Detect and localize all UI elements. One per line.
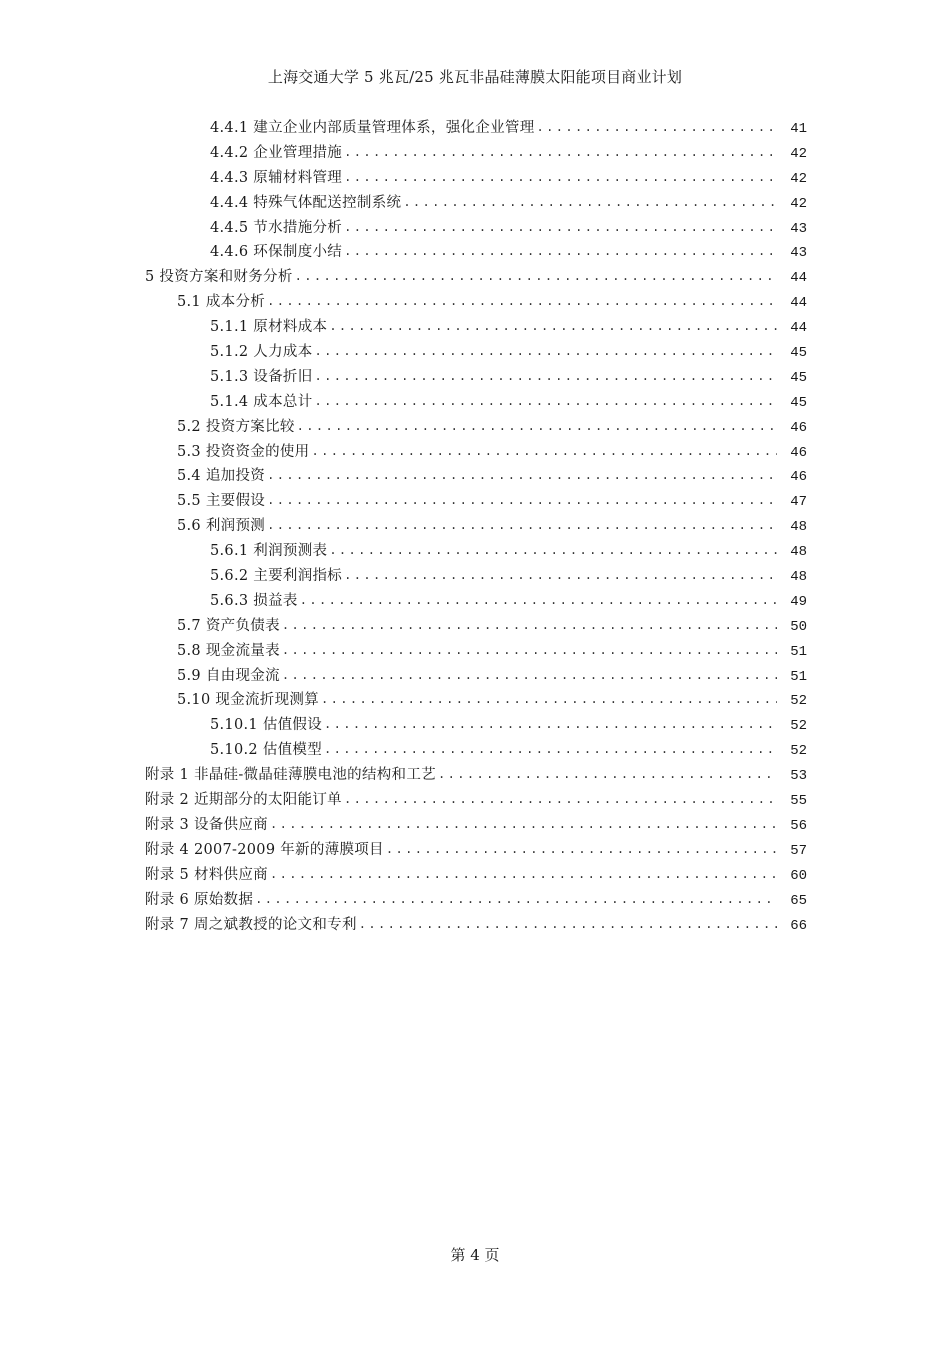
toc-entry[interactable]: [145, 664, 807, 689]
toc-entry[interactable]: [145, 365, 807, 390]
toc-leader-dots: [295, 269, 777, 283]
toc-leader-dots: [297, 419, 777, 433]
page-number: 第 4 页: [450, 1246, 500, 1264]
page-footer: [0, 1244, 950, 1265]
toc-leader-dots: [344, 145, 777, 159]
toc-entry-page: 45: [790, 394, 807, 411]
toc-entry-page: 51: [790, 668, 807, 685]
toc-entry-page: 46: [790, 469, 807, 486]
toc-entry[interactable]: [145, 763, 807, 788]
toc-entry-label: 4.4.3 原辅材料管理: [210, 169, 343, 186]
toc-entry[interactable]: [145, 116, 807, 141]
toc-entry[interactable]: [145, 713, 807, 738]
toc-entry-label: 5.10.1 估值假设: [210, 717, 323, 734]
toc-entry-label: 4.4.1 建立企业内部质量管理体系，强化企业管理: [210, 120, 535, 136]
toc-entry-page: 53: [790, 768, 807, 785]
toc-entry[interactable]: [145, 440, 807, 465]
toc-entry[interactable]: [145, 464, 807, 489]
toc-entry[interactable]: [145, 265, 807, 290]
toc-entry[interactable]: [145, 141, 807, 166]
toc-leader-dots: [344, 792, 777, 806]
toc-entry-label: 5.2 投资方案比较: [177, 418, 295, 435]
toc-leader-dots: [438, 767, 777, 781]
toc-entry-label: 附录 2 近期部分的太阳能订单: [145, 792, 342, 809]
toc-entry-label: 5.9 自由现金流: [177, 667, 280, 684]
toc-entry[interactable]: [145, 166, 807, 191]
toc-entry-page: 65: [790, 892, 807, 909]
toc-leader-dots: [315, 394, 777, 408]
toc-entry[interactable]: [145, 614, 807, 639]
toc-leader-dots: [344, 170, 777, 184]
toc-entry-label: 5.6.1 利润预测表: [210, 543, 328, 560]
toc-entry-label: 4.4.6 环保制度小结: [210, 244, 343, 261]
toc-leader-dots: [270, 817, 777, 831]
toc-entry[interactable]: [145, 738, 807, 763]
toc-entry-label: 5.5 主要假设: [177, 493, 266, 510]
toc-leader-dots: [344, 244, 777, 258]
toc-leader-dots: [311, 444, 777, 458]
toc-leader-dots: [282, 618, 777, 632]
toc-entry[interactable]: [145, 589, 807, 614]
page-header: [0, 66, 950, 87]
toc-entry-label: 附录 1 非晶硅-微晶硅薄膜电池的结构和工艺: [145, 767, 436, 784]
toc-entry-page: 42: [790, 145, 807, 162]
toc-entry-page: 44: [790, 295, 807, 312]
toc-leader-dots: [315, 369, 777, 383]
toc-entry-label: 5.6.2 主要利润指标: [210, 568, 343, 585]
toc-entry[interactable]: [145, 290, 807, 315]
toc-entry-label: 5 投资方案和财务分析: [145, 269, 293, 286]
toc-entry-label: 5.10.2 估值模型: [210, 742, 323, 759]
toc-entry-label: 5.10 现金流折现测算: [177, 692, 319, 709]
toc-entry[interactable]: [145, 539, 807, 564]
toc-entry-label: 5.3 投资资金的使用: [177, 443, 310, 460]
toc-entry-page: 55: [790, 793, 807, 810]
toc-entry-label: 5.4 追加投资: [177, 468, 266, 485]
toc-entry[interactable]: [145, 838, 807, 863]
toc-entry-label: 附录 5 材料供应商: [145, 866, 268, 883]
toc-leader-dots: [359, 917, 777, 931]
toc-leader-dots: [315, 344, 777, 358]
toc-leader-dots: [329, 319, 777, 333]
toc-entry-page: 45: [790, 345, 807, 362]
toc-entry[interactable]: [145, 340, 807, 365]
toc-entry-label: 附录 6 原始数据: [145, 891, 254, 908]
toc-entry[interactable]: [145, 240, 807, 265]
toc-entry-page: 42: [790, 195, 807, 212]
toc-entry-label: 5.6 利润预测: [177, 518, 266, 535]
toc-entry-page: 51: [790, 643, 807, 660]
toc-entry-page: 52: [790, 743, 807, 760]
toc-entry-page: 57: [790, 842, 807, 859]
toc-entry-page: 52: [790, 718, 807, 735]
toc-entry[interactable]: [145, 216, 807, 241]
toc-entry-label: 附录 7 周之斌教授的论文和专利: [145, 916, 357, 933]
toc-entry-label: 附录 3 设备供应商: [145, 816, 268, 833]
toc-entry-page: 41: [790, 121, 807, 137]
toc-entry-page: 48: [790, 519, 807, 536]
toc-entry[interactable]: [145, 639, 807, 664]
toc-entry-page: 56: [790, 817, 807, 834]
toc-leader-dots: [267, 468, 777, 482]
toc-entry-page: 44: [790, 270, 807, 287]
toc-leader-dots: [537, 120, 777, 134]
toc-leader-dots: [321, 692, 777, 706]
toc-entry-page: 47: [790, 494, 807, 511]
toc-entry[interactable]: [145, 788, 807, 813]
toc-entry-page: 48: [790, 544, 807, 561]
toc-entry-page: 48: [790, 569, 807, 586]
toc-leader-dots: [267, 493, 777, 507]
toc-entry-label: 5.1.2 人力成本: [210, 344, 313, 361]
document-title: 上海交通大学 5 兆瓦/25 兆瓦非晶硅薄膜太阳能项目商业计划: [267, 68, 683, 86]
toc-entry-page: 46: [790, 444, 807, 461]
toc-entry[interactable]: [145, 514, 807, 539]
toc-leader-dots: [267, 518, 777, 532]
toc-entry[interactable]: [145, 888, 807, 913]
toc-entry-label: 5.1.4 成本总计: [210, 393, 313, 410]
toc-entry-label: 5.1 成本分析: [177, 294, 266, 311]
toc-entry-page: 60: [790, 867, 807, 884]
toc-leader-dots: [324, 717, 777, 731]
toc-entry[interactable]: [145, 688, 807, 713]
toc-entry[interactable]: [145, 390, 807, 415]
toc-entry-label: 附录 4 2007-2009 年新的薄膜项目: [145, 841, 384, 858]
toc-entry[interactable]: [145, 191, 807, 216]
toc-leader-dots: [255, 892, 777, 906]
toc-entry[interactable]: [145, 564, 807, 589]
toc-entry-label: 5.1.3 设备折旧: [210, 368, 313, 385]
toc-leader-dots: [329, 543, 777, 557]
toc-entry-page: 66: [790, 917, 807, 934]
toc-entry-label: 5.1.1 原材料成本: [210, 319, 328, 336]
toc-leader-dots: [386, 842, 777, 856]
toc-entry-page: 49: [790, 593, 807, 610]
toc-entry-page: 44: [790, 320, 807, 337]
toc-entry-page: 42: [790, 170, 807, 187]
toc-leader-dots: [403, 195, 777, 209]
toc-leader-dots: [300, 593, 777, 607]
toc-entry-label: 4.4.5 节水措施分析: [210, 219, 343, 236]
toc-entry-page: 45: [790, 369, 807, 386]
toc-entry-label: 4.4.2 企业管理措施: [210, 144, 343, 161]
toc-entry-page: 43: [790, 245, 807, 262]
toc-entry[interactable]: [145, 489, 807, 514]
toc-entry-page: 52: [790, 693, 807, 710]
toc-leader-dots: [344, 220, 777, 234]
toc-entry-page: 46: [790, 419, 807, 436]
toc-leader-dots: [282, 668, 777, 682]
toc-leader-dots: [344, 568, 777, 582]
toc-entry[interactable]: [145, 913, 807, 938]
toc-entry[interactable]: [145, 863, 807, 888]
toc-entry[interactable]: [145, 415, 807, 440]
toc-entry-label: 4.4.4 特殊气体配送控制系统: [210, 194, 402, 211]
toc-entry-label: 5.6.3 损益表: [210, 592, 298, 609]
table-of-contents: [145, 116, 807, 937]
toc-entry[interactable]: [145, 813, 807, 838]
toc-entry-label: 5.8 现金流量表: [177, 642, 280, 659]
toc-entry-label: 5.7 资产负债表: [177, 617, 280, 634]
toc-leader-dots: [270, 867, 777, 881]
toc-entry-page: 43: [790, 220, 807, 237]
toc-leader-dots: [282, 643, 777, 657]
toc-leader-dots: [267, 294, 777, 308]
toc-leader-dots: [324, 742, 777, 756]
toc-entry[interactable]: [145, 315, 807, 340]
toc-entry-page: 50: [790, 618, 807, 635]
